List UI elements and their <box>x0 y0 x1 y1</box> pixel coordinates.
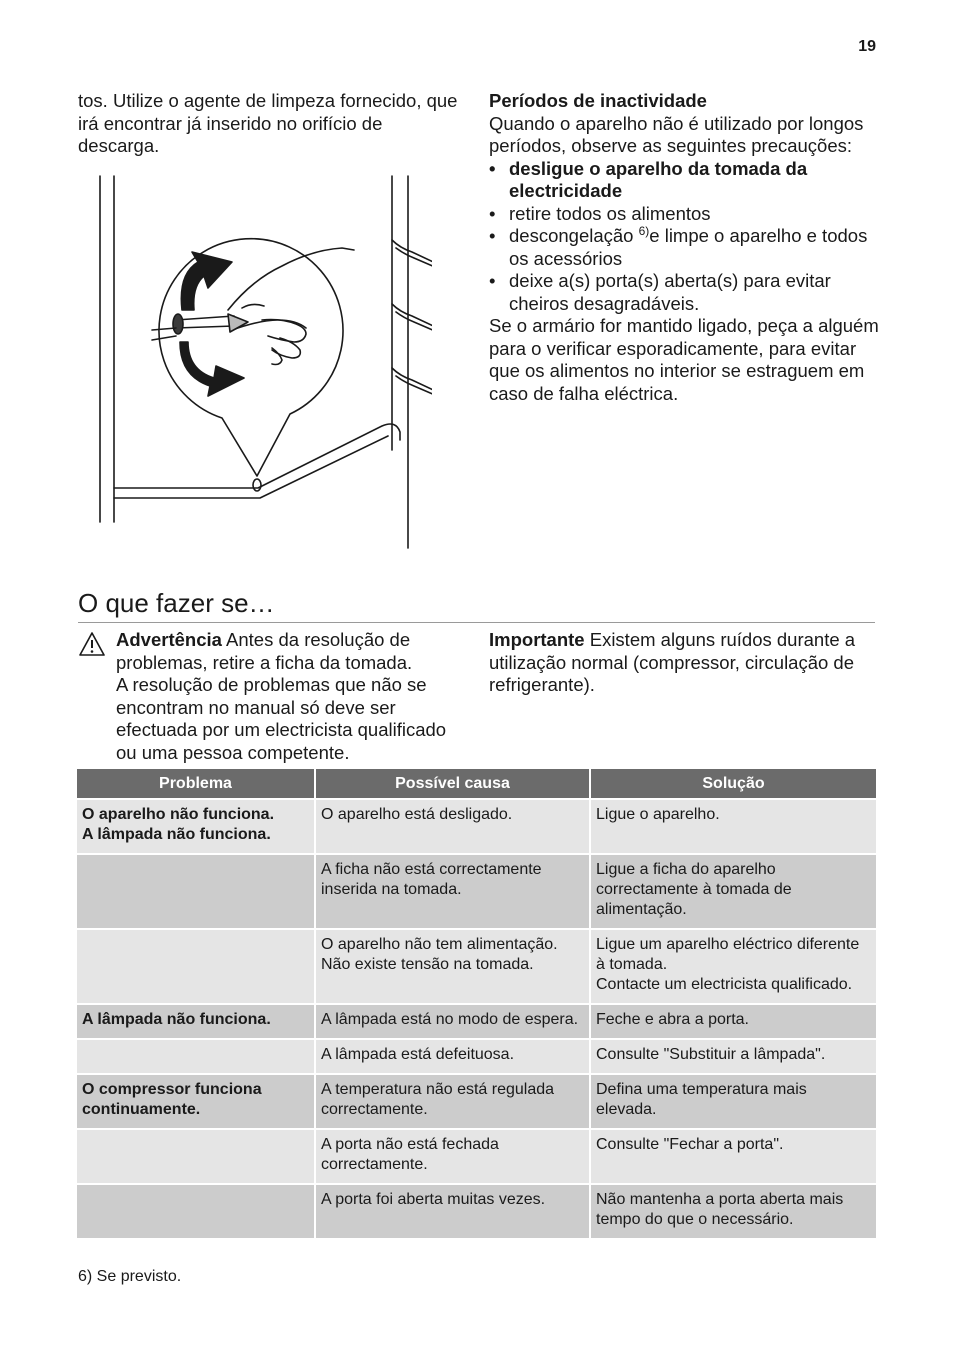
table-row <box>77 929 876 1004</box>
cell-solution: Consulte "Substituir a lâmpada". <box>590 1039 876 1074</box>
cell-problem: O aparelho não funciona. A lâmpada não funciona. <box>77 799 315 854</box>
troubleshooting-table <box>77 769 876 1238</box>
cell-problem: O compressor funciona continuamente. <box>77 1074 315 1129</box>
section-divider <box>78 622 875 623</box>
left-paragraph: tos. Utilize o agente de limpeza fornecido, que irá encontrar já inserido no orifício de descarga. <box>78 90 458 156</box>
table-row <box>77 799 876 854</box>
cell-solution: Ligue um aparelho eléctrico diferente à tomada. Contacte um electricista qualificado. <box>590 929 876 1004</box>
inactivity-heading: Períodos de inactividade <box>489 90 707 111</box>
cell-solution: Consulte "Fechar a porta". <box>590 1129 876 1184</box>
cell-cause: A temperatura não está regulada correctamente. <box>315 1074 590 1129</box>
cell-cause: A lâmpada está no modo de espera. <box>315 1004 590 1039</box>
table-row <box>77 1184 876 1238</box>
header-cause: Possível causa <box>315 769 590 799</box>
right-column <box>489 90 881 405</box>
page-number: 19 <box>858 38 876 55</box>
cell-solution: Defina uma temperatura mais elevada. <box>590 1074 876 1129</box>
inactivity-closing: Se o armário for mantido ligado, peça a alguém para o verificar esporadicamente, para evitar que os alimentos no interior se estraguem em caso de falha eléctrica. <box>489 315 879 404</box>
important-text: Existem alguns ruídos durante a utilização normal (compressor, circulação de refrigerante). <box>489 629 856 695</box>
table-row <box>77 1004 876 1039</box>
list-item-text: e limpe o aparelho e todos os acessórios <box>509 225 868 269</box>
inactivity-intro: Quando o aparelho não é utilizado por longos períodos, observe as seguintes precauções: <box>489 112 864 156</box>
warning-label: Advertência <box>116 629 222 650</box>
table-body <box>77 799 876 1238</box>
list-item: • retire todos os alimentos <box>489 203 881 226</box>
left-column <box>78 90 458 158</box>
cell-cause: A porta não está fechada correctamente. <box>315 1129 590 1184</box>
cell-problem <box>77 854 315 929</box>
cell-cause: O aparelho está desligado. <box>315 799 590 854</box>
table-row <box>77 1129 876 1184</box>
list-item: • desligue o aparelho da tomada da electricidade <box>489 158 881 203</box>
warning-text: Antes da resolução de problemas, retire a ficha da tomada. <box>116 629 413 673</box>
warning-block <box>116 629 466 764</box>
important-block <box>489 629 879 697</box>
table-header-row <box>77 769 876 799</box>
cell-solution: Ligue a ficha do aparelho correctamente à tomada de alimentação. <box>590 854 876 929</box>
header-solution: Solução <box>590 769 876 799</box>
section-title: O que fazer se… <box>78 588 275 618</box>
list-item-text: descongelação <box>509 225 639 246</box>
footnote: 6) Se previsto. <box>78 1268 182 1285</box>
header-problem: Problema <box>77 769 315 799</box>
cell-cause: O aparelho não tem alimentação. Não existe tensão na tomada. <box>315 929 590 1004</box>
list-item: • deixe a(s) porta(s) aberta(s) para evitar cheiros desagradáveis. <box>489 270 881 315</box>
cell-problem: A lâmpada não funciona. <box>77 1004 315 1039</box>
table-row <box>77 1074 876 1129</box>
table-row <box>77 854 876 929</box>
cell-solution: Ligue o aparelho. <box>590 799 876 854</box>
cell-solution: Feche e abra a porta. <box>590 1004 876 1039</box>
cell-problem <box>77 1129 315 1184</box>
cell-cause: A porta foi aberta muitas vezes. <box>315 1184 590 1238</box>
drain-hole-cleaning-illustration <box>92 170 432 555</box>
footnote-reference[interactable]: 6) <box>638 224 650 238</box>
cell-cause: A ficha não está correctamente inserida na tomada. <box>315 854 590 929</box>
cell-problem <box>77 1039 315 1074</box>
warning-text-2: A resolução de problemas que não se encontram no manual só deve ser efectuada por um electricista qualificado ou uma pessoa competente. <box>116 674 447 763</box>
cell-problem <box>77 929 315 1004</box>
cell-problem <box>77 1184 315 1238</box>
cell-cause: A lâmpada está defeituosa. <box>315 1039 590 1074</box>
list-item <box>489 225 881 270</box>
important-label: Importante <box>489 629 585 650</box>
table-row <box>77 1039 876 1074</box>
inactivity-list <box>489 158 881 316</box>
warning-triangle-icon <box>78 631 106 657</box>
cell-solution: Não mantenha a porta aberta mais tempo do que o necessário. <box>590 1184 876 1238</box>
